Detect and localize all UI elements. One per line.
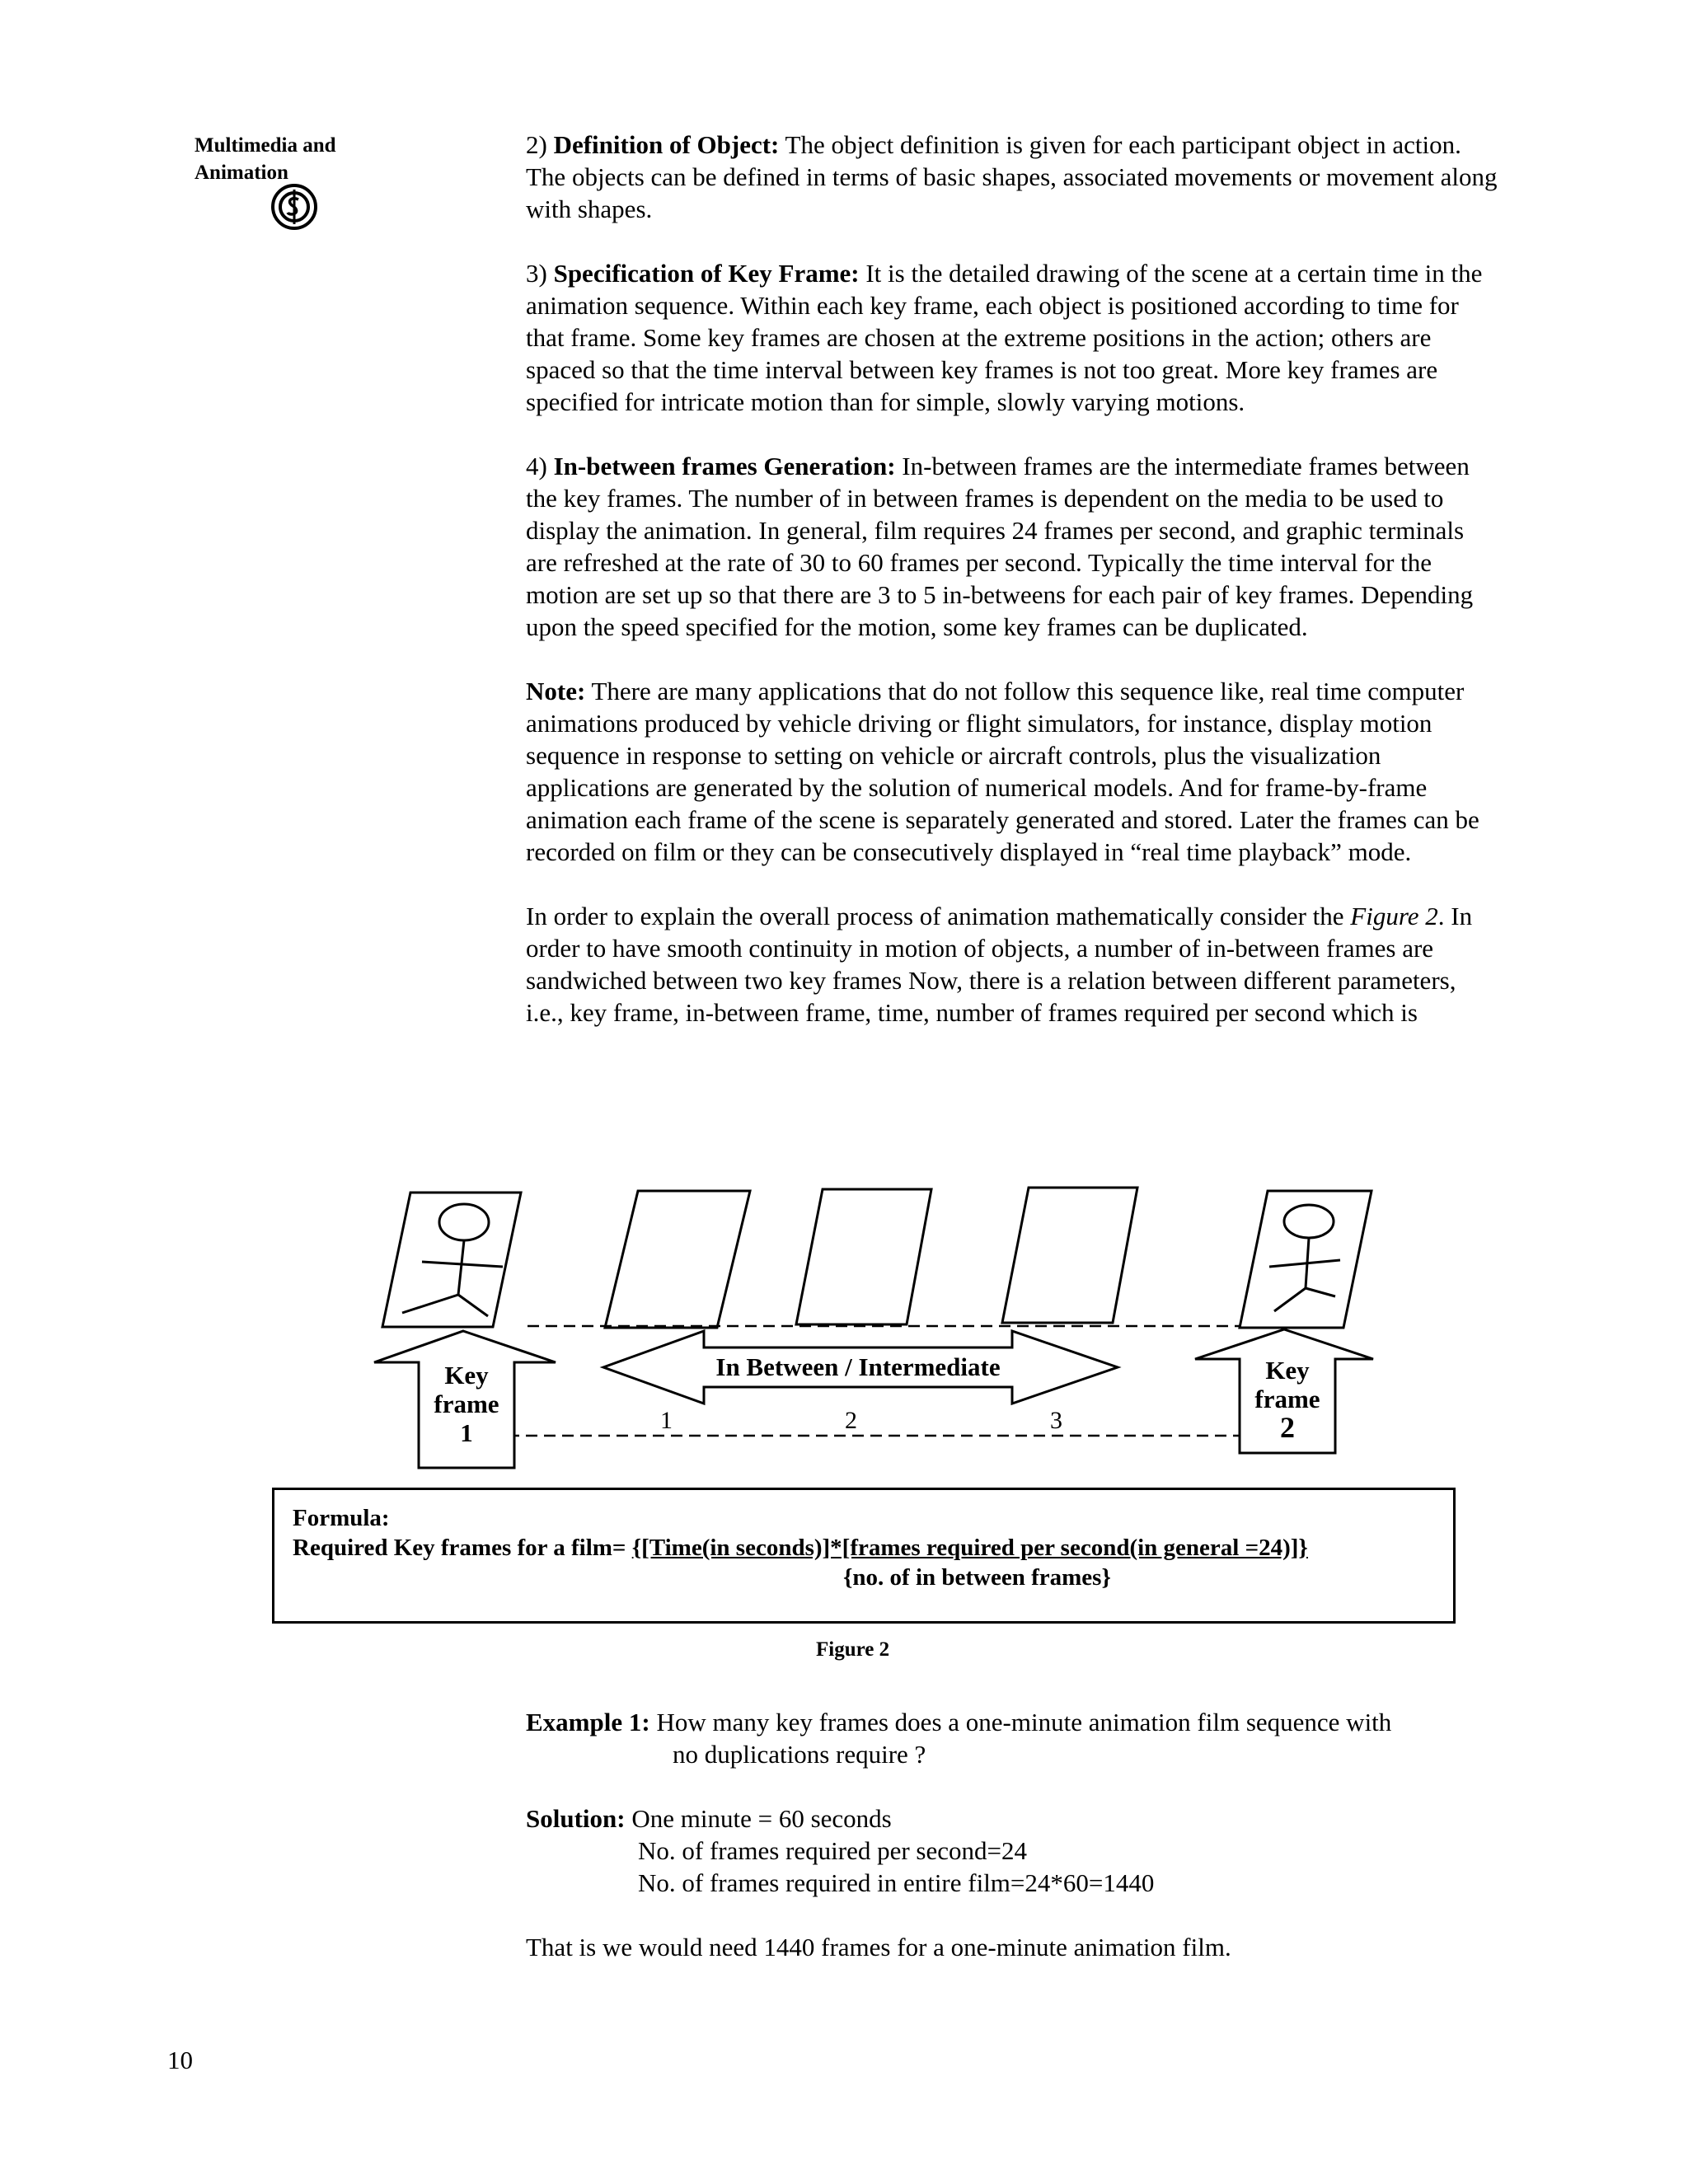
sidebar-title-line1: Multimedia and (195, 134, 336, 157)
key-frame-1-illustration (382, 1193, 521, 1327)
main-content (526, 129, 1498, 1061)
formula-denominator: {no. of in between frames} (843, 1564, 1111, 1591)
formula-numerator: {[Time(in seconds)]*[frames required per second(in general =24)]} (631, 1535, 1308, 1561)
in-between-number-1: 1 (660, 1407, 673, 1434)
in-between-number-3: 3 (1050, 1407, 1062, 1434)
paragraph-in-between-generation: 4) In-between frames Generation: In-between frames are the intermediate frames between the key frames. The number of in between frames is dependent on the media to be used to display the animation. In general, film requires 24 frames per second, and graphic terminals are refreshed at the rate of 30 to 60 frames per second. Typically the time interval for the motion are set up so that there are 3 to 5 in-betweens for each pair of key frames. Depending upon the speed specified for the motion, some key frames can be duplicated. (526, 452, 1474, 641)
formula-numerator-line: Required Key frames for a film= {[Time(in seconds)]*[frames required per second(in general =24)]} (293, 1535, 1308, 1561)
example-section (526, 1706, 1498, 1963)
paragraph-note: Note: There are many applications that do not follow this sequence like, real time computer animations produced by vehicle driving or flight simulators, for instance, display motion sequence in response to setting on vehicle or aircraft controls, plus the visualization applications are generated by the solution of numerical models. And for frame-by-frame animation each frame of the scene is separately generated and stored. Later the frames can be recorded on film or they can be consecutively displayed in “real time playback” mode. (526, 677, 1479, 866)
solution-line-3: No. of frames required in entire film=24*60=1440 (638, 1868, 1155, 1897)
paragraph-intro: In order to explain the overall process of animation mathematically consider the Figure 2. In order to have smooth continuity in motion of objects, a number of in-between frames are sandwiched between two key frames Now, there is a relation between different parameters, i.e., key frame, in-between frame, time, number of frames required per second which is (526, 902, 1473, 1027)
example-conclusion: That is we would need 1440 frames for a one-minute animation film. (526, 1933, 1231, 1961)
page-number: 10 (167, 2046, 193, 2074)
in-between-frame-2 (796, 1189, 931, 1324)
in-between-number-2: 2 (845, 1407, 857, 1434)
figure-reference: Figure 2 (1350, 902, 1438, 930)
paragraph-specification-key-frame: 3) Specification of Key Frame: It is the detailed drawing of the scene at a certain time in the animation sequence. Within each key frame, each object is positioned according to time for that frame. Some key frames are chosen at the extreme positions in the action; others are spaced so that the time interval between key frames is not too great. More key frames are specified for intricate motion than for simple, slowly varying motions. (526, 259, 1483, 416)
key-frame-1-label: Key frame 1 (434, 1361, 499, 1447)
sidebar-title-line2: Animation (195, 162, 288, 184)
figure-caption: Figure 2 (816, 1638, 890, 1661)
paragraph-definition-of-object: 2) Definition of Object: The object definition is given for each participant object in action. The objects can be defined in terms of basic shapes, associated movements or movement along with shapes. (526, 130, 1498, 223)
solution-line-2: No. of frames required per second=24 (638, 1836, 1027, 1865)
solution-line-1: Solution: One minute = 60 seconds (526, 1804, 892, 1833)
key-frame-2-label: Key frame 2 (1254, 1356, 1320, 1444)
example-question-cont: no duplications require ? (673, 1740, 926, 1769)
sidebar-header (195, 132, 384, 186)
university-logo-icon (270, 183, 318, 231)
in-between-frame-3 (1002, 1188, 1137, 1323)
in-between-frame-1 (605, 1191, 750, 1328)
in-between-label: In Between / Intermediate (715, 1352, 1001, 1381)
example-question: Example 1: How many key frames does a one-minute animation film sequence with (526, 1708, 1392, 1736)
key-frame-2-illustration (1240, 1191, 1372, 1328)
formula-label: Formula: (293, 1505, 390, 1531)
formula-box (272, 1488, 1456, 1624)
